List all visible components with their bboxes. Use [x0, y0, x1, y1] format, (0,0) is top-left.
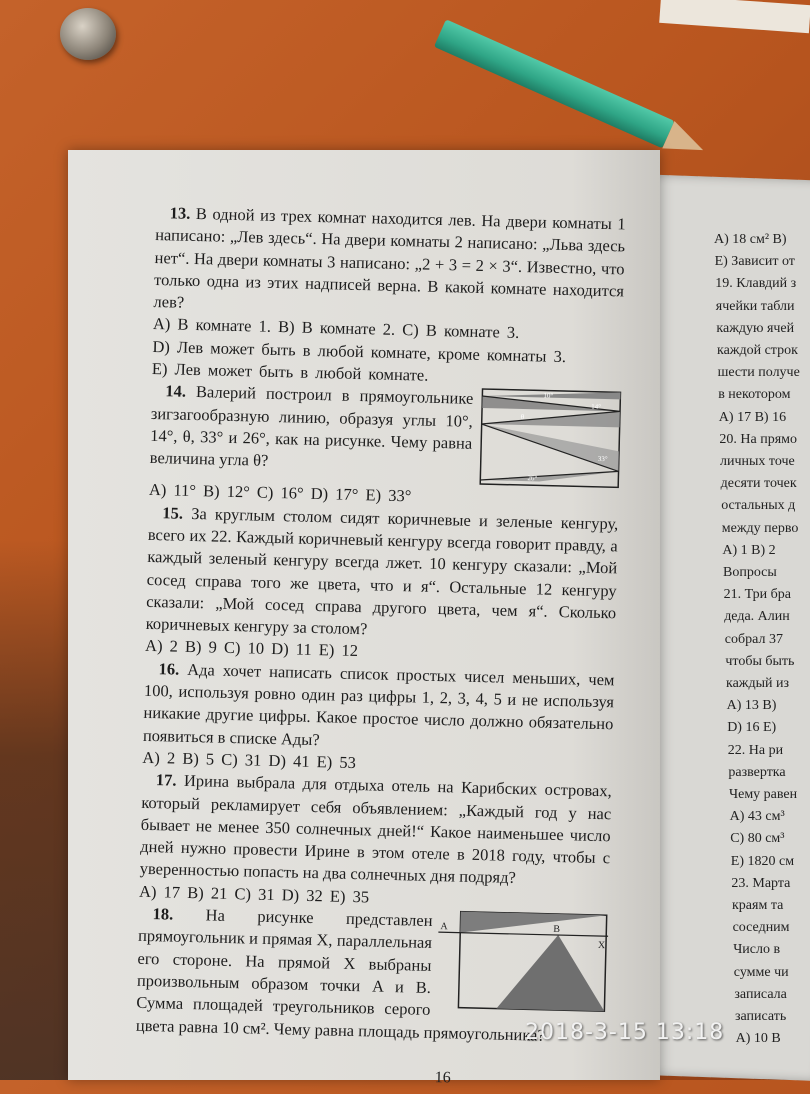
photo-timestamp: 2018-3-15 13:18: [525, 1020, 725, 1045]
answer-line: A) 2 B) 5 C) 31 D) 41 E) 53: [142, 747, 357, 772]
right-page-line: ячейки табли: [715, 298, 795, 314]
right-page-line: E) Зависит от: [714, 254, 795, 270]
zigzag-figure: [479, 388, 621, 488]
problem-text: В одной из трех комнат находится лев. На двери комнаты 1 написано: „Лев здесь“. На двери комнаты 2 написано: „Льва здесь нет“. На двери комнаты 3 написано: „2 + 3 = 2 × 3“. Известно, что только одна из этих надписей верна. В какой комнате находится лев?: [153, 203, 626, 312]
right-page-line: Число в: [733, 942, 781, 958]
right-page-line: каждую ячей: [716, 320, 795, 336]
right-page-line: остальных д: [721, 498, 796, 514]
right-page-line: 22. На ри: [727, 742, 784, 758]
problem-15: [145, 502, 618, 647]
page-number: 16: [434, 1069, 451, 1087]
answer-line: A) 2 B) 9 C) 10 D) 11 E) 12: [144, 636, 359, 661]
problem-number: 14.: [165, 381, 187, 402]
problem-number: 17.: [155, 770, 177, 790]
right-page-line: A) 1 B) 2: [722, 542, 776, 558]
angle-label: 26°: [527, 474, 538, 483]
problem-14: [149, 380, 621, 481]
problem-text: Ирина выбрала для отдыха отель на Карибских островах, который рекламирует себя объявлением: „Каждый год у нас бывает не менее 350 солнечных дней!“ Какое наименьшее число дней нужно провести Ирине в этом отеле в 2018 году, чтобы с уверенностью попасть на два солнечных дня подряд?: [139, 771, 612, 888]
point-b-label: B: [553, 923, 561, 936]
line-x-label: X: [597, 940, 606, 952]
right-page-line: развертка: [728, 764, 786, 780]
problem-13: [153, 202, 626, 325]
problem-16: [143, 658, 615, 759]
problem-number: 16.: [158, 658, 180, 679]
problem-17: [139, 769, 612, 892]
rectangle-figure: [436, 910, 609, 1020]
right-page-line: записала: [734, 986, 787, 1002]
right-page-line: каждой строк: [717, 343, 798, 358]
right-page-line: A) 43 см³: [729, 809, 785, 825]
pencil: [434, 19, 675, 148]
right-page-line: шести получе: [717, 365, 800, 381]
problem-text: Валерий построил в прямоугольнике зигзагообразную линию, образуя углы 10°, 14°, θ, 33° и 26°, как на рисунке. Чему равна величина угла θ?: [149, 382, 474, 471]
problem-text: Ада хочет написать список простых чисел меньших, чем 100, используя ровно один раз цифры 1, 2, 3, 4, 5 и не используя никакие другие цифры. Какое простое число должно обязательно появиться в списке Ады?: [142, 659, 615, 749]
answer-line: A) В комнате 1. B) В комнате 2. C) В комнате 3.: [152, 314, 520, 343]
right-page-line: A) 17 B) 16: [718, 409, 787, 425]
right-page-line: сумме чи: [733, 964, 789, 980]
answer-line: A) 17 B) 21 C) 31 D) 32 E) 35: [138, 881, 370, 907]
paper-scrap: [659, 0, 810, 33]
angle-label: 10°: [543, 391, 554, 401]
right-page-line: A) 10 B: [735, 1031, 781, 1047]
angle-label: 14°: [591, 403, 602, 412]
right-page-line: E) 1820 см: [730, 853, 795, 869]
angle-label: θ: [520, 413, 525, 422]
right-page-line: 21. Три бра: [723, 587, 791, 603]
right-page-line: A) 18 см² B): [714, 232, 787, 247]
thumbtack: [60, 8, 116, 60]
right-page-line: десяти точек: [720, 476, 797, 492]
right-page-line: деда. Алин: [724, 609, 790, 625]
page-content: [135, 202, 626, 1087]
right-page-line: Чему равен: [729, 787, 798, 802]
right-page-line: записать: [735, 1009, 787, 1024]
problem-number: 13.: [169, 203, 191, 223]
answer-line: D) Лев может быть в любой комнате, кроме комнаты 3.: [152, 336, 567, 366]
right-page-line: 19. Клавдий з: [715, 276, 797, 292]
right-page-line: личных точе: [720, 454, 795, 469]
right-page-line: 20. На прямо: [719, 431, 798, 447]
problem-number: 15.: [162, 502, 184, 523]
right-page-line: каждый из: [726, 676, 790, 691]
right-page-line: A) 13 B): [726, 698, 777, 714]
problem-number: 18.: [152, 904, 174, 924]
answer-line: A) 11° B) 12° C) 16° D) 17° E) 33°: [148, 480, 412, 506]
point-a-label: A: [440, 921, 448, 933]
problem-text: За круглым столом сидят коричневые и зеленые кенгуру, всего их 22. Каждый коричневый кенгуру всегда говорит правду, а каждый зеленый кенгуру всегда лжет. 10 кенгуру сказали: „Мой сосед справа того же цвета, что и я“. Остальные 12 кенгуру сказали: „Мой сосед справа другого цвета, чем я“. Сколько коричневых кенгуру за столом?: [145, 503, 619, 639]
right-page-line: 23. Марта: [731, 875, 791, 891]
right-page-line: краям та: [732, 898, 784, 913]
book-page: [68, 150, 660, 1087]
right-page-line: собрал 37: [724, 631, 783, 647]
right-page-line: C) 80 см³: [730, 831, 785, 847]
problem-text: На рисунке представлен прямоугольник и прямая X, параллельная его стороне. На прямой X выбраны произвольным образом точки A и B. Сумма площадей треугольников серого цвета равна 10 см². Чему равна площадь прямоугольника?: [135, 905, 546, 1045]
right-page-line: Вопросы: [723, 565, 777, 580]
answer-line: E) Лев может быть в любой комнате.: [151, 359, 429, 385]
right-page-line: между перво: [721, 520, 799, 536]
right-page-line: соседним: [732, 920, 790, 936]
angle-label: 33°: [597, 455, 608, 464]
right-page-line: в некотором: [718, 387, 791, 403]
right-page-line: чтобы быть: [725, 653, 795, 669]
right-page-line: D) 16 E): [727, 720, 777, 736]
